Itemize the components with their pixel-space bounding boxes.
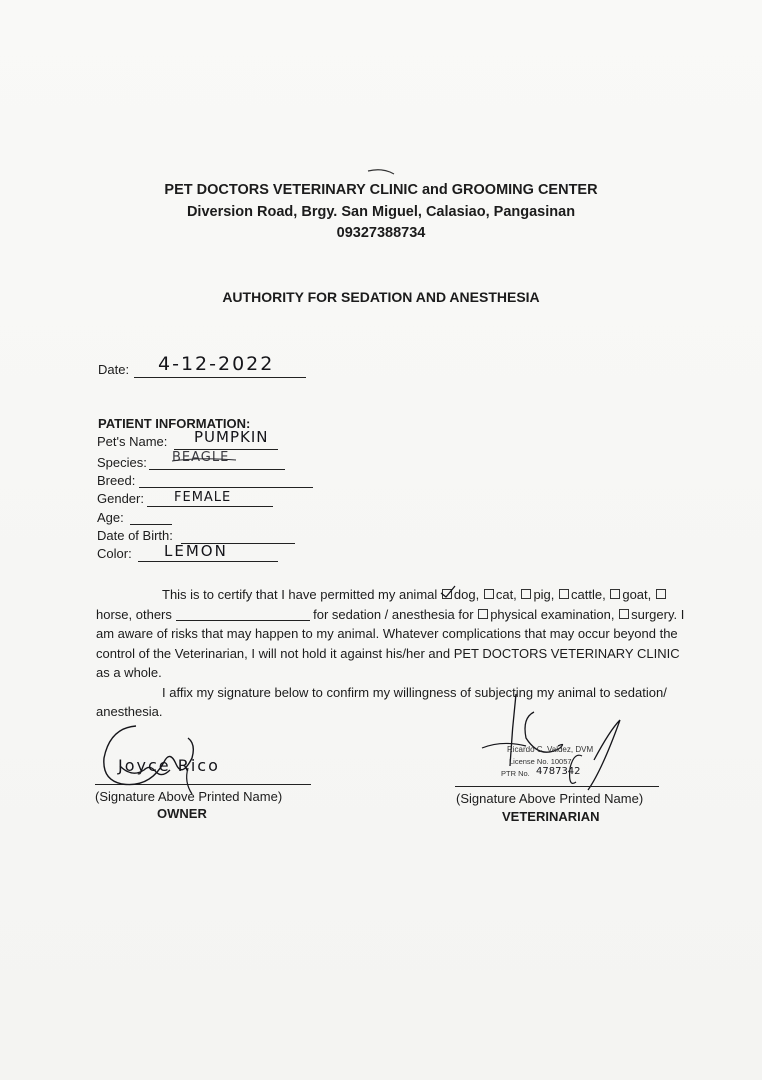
consent-intro: This is to certify that I have permitted my animal [162, 587, 438, 602]
consent-purpose: for sedation / anesthesia for [313, 606, 474, 622]
option-pig: pig, [533, 587, 555, 602]
gender-label: Gender: [97, 491, 144, 506]
color-value: LEMON [164, 542, 228, 560]
species-line [149, 469, 285, 470]
date-line [134, 377, 306, 378]
checkbox-pig[interactable] [521, 589, 531, 599]
dob-label: Date of Birth: [97, 528, 173, 543]
option-cattle: cattle, [571, 587, 606, 602]
checkbox-horse[interactable] [656, 589, 666, 599]
clinic-address: Diversion Road, Brgy. San Miguel, Calasiao, Pangasinan [186, 204, 576, 220]
age-label: Age: [97, 510, 124, 525]
checkbox-goat[interactable] [610, 589, 620, 599]
clinic-name: PET DOCTORS VETERINARY CLINIC and GROOMING CENTER [164, 182, 598, 198]
vet-stamp-ptr-value: 4787342 [536, 766, 581, 777]
pen-mark [366, 165, 396, 177]
option-goat: goat, [622, 587, 652, 602]
checkbox-cattle[interactable] [559, 589, 569, 599]
option-dog: dog, [453, 587, 480, 602]
date-label: Date: [98, 362, 130, 377]
consent-paragraph-1 [96, 585, 686, 683]
species-value: BEAGLE [172, 450, 230, 465]
vet-caption: (Signature Above Printed Name) [456, 791, 644, 806]
color-line [138, 561, 278, 562]
pet-name-label: Pet's Name: [97, 434, 168, 449]
option-cat: cat, [495, 587, 517, 602]
pet-name-value: PUMPKIN [194, 428, 269, 446]
owner-role: OWNER [157, 806, 207, 821]
vet-role: VETERINARIAN [502, 809, 600, 824]
checkbox-surgery[interactable] [619, 609, 629, 619]
vet-stamp-name: Ricardo C. Valdez, DVM [507, 745, 594, 754]
form-title: AUTHORITY FOR SEDATION AND ANESTHESIA [222, 289, 540, 305]
vet-signature-line [455, 786, 659, 787]
checkbox-cat[interactable] [484, 589, 494, 599]
breed-line [139, 487, 313, 488]
consent-affirmation: I affix my signature below to confirm my willingness of subjecting my animal to sedation/ anesthesia. [96, 684, 667, 719]
age-line [130, 524, 172, 525]
date-value: 4-12-2022 [158, 353, 275, 375]
gender-line [147, 506, 273, 507]
others-blank[interactable] [176, 608, 310, 621]
vet-signature [462, 690, 732, 796]
species-label: Species: [97, 455, 147, 470]
patient-heading: PATIENT INFORMATION: [98, 416, 251, 431]
color-label: Color: [97, 546, 132, 561]
vet-stamp-license: License No. 10057 [509, 757, 572, 766]
species-strike [170, 452, 240, 466]
checkbox-physical-exam[interactable] [478, 609, 488, 619]
owner-caption: (Signature Above Printed Name) [95, 789, 283, 804]
breed-label: Breed: [97, 473, 136, 488]
option-physical-exam: physical examination, [490, 606, 615, 622]
vet-stamp-ptr-label: PTR No. [501, 769, 530, 778]
gender-value: FEMALE [174, 490, 232, 505]
owner-signature-text: Joyce Rico [118, 756, 220, 775]
option-surgery: surgery. I am aware of risks that may happen to my animal. Whatever complications that may occur beyond the control of the Veterinarian, I will not hold it against his/her and PET DOCTORS VETERINARY CLINIC as a whole. [96, 606, 685, 680]
clinic-phone: 09327388734 [336, 225, 426, 241]
option-horse: horse, others [96, 606, 172, 622]
checkbox-dog[interactable] [442, 589, 452, 599]
